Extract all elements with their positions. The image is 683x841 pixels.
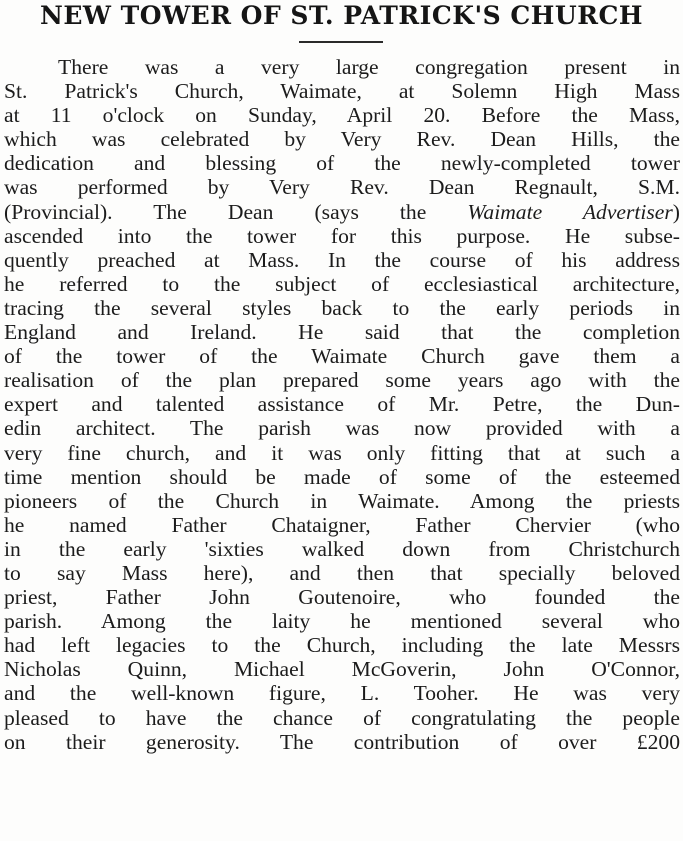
article-line: pioneers of the Church in Waimate. Among the priests (4, 488, 680, 513)
article-line: dedication and blessing of the newly-completed tower (4, 151, 680, 176)
publication-suffix: ) (672, 199, 680, 224)
article-line: to say Mass here), and then that specially beloved (4, 560, 680, 585)
publication-name: Waimate Advertiser (467, 199, 673, 224)
article-line: parish. Among the laity he mentioned several who (4, 609, 680, 634)
headline: NEW TOWER OF ST. PATRICK'S CHURCH (40, 1, 643, 30)
article-line: edin architect. The parish was now provided with a (4, 416, 680, 441)
article-line: time mention should be made of some of the esteemed (4, 464, 680, 489)
article-line: quently preached at Mass. In the course of his address (4, 247, 680, 272)
article-line: England and Ireland. He said that the completion (4, 320, 680, 345)
article-line-text: (Provincial). The Dean (says the (4, 199, 427, 224)
article-line: at 11 o'clock on Sunday, April 20. Before the Mass, (4, 103, 680, 128)
article-body (4, 55, 680, 754)
article-line: priest, Father John Goutenoire, who founded the (4, 585, 680, 610)
article-line: ascended into the tower for this purpose. He subse- (4, 223, 680, 248)
article-line: very fine church, and it was only fitting that at such a (4, 440, 680, 465)
article-line: on their generosity. The contribution of over £200 (4, 729, 680, 754)
article-line: St. Patrick's Church, Waimate, at Solemn High Mass (4, 79, 680, 104)
article-line: Nicholas Quinn, Michael McGoverin, John O'Connor, (4, 657, 680, 682)
article-line-with-publication (4, 200, 680, 224)
article-line: There was a very large congregation present in (58, 55, 680, 79)
article-line: he referred to the subject of ecclesiastical architecture, (4, 271, 680, 296)
article-line: he named Father Chataigner, Father Chervier (who (4, 512, 680, 537)
article-line: in the early 'sixties walked down from Christchurch (4, 536, 680, 561)
article-line: which was celebrated by Very Rev. Dean Hills, the (4, 127, 680, 152)
article-line: had left legacies to the Church, including the late Messrs (4, 633, 680, 658)
article-line: expert and talented assistance of Mr. Petre, the Dun- (4, 392, 680, 417)
article-line: realisation of the plan prepared some years ago with the (4, 368, 680, 393)
article-line: and the well-known figure, L. Tooher. He was very (4, 681, 680, 706)
article-line: of the tower of the Waimate Church gave them a (4, 344, 680, 369)
headline-rule (299, 41, 383, 43)
article-line: was performed by Very Rev. Dean Regnault, S.M. (4, 175, 680, 200)
article-line: tracing the several styles back to the early periods in (4, 295, 680, 320)
article-line: pleased to have the chance of congratulating the people (4, 705, 680, 730)
